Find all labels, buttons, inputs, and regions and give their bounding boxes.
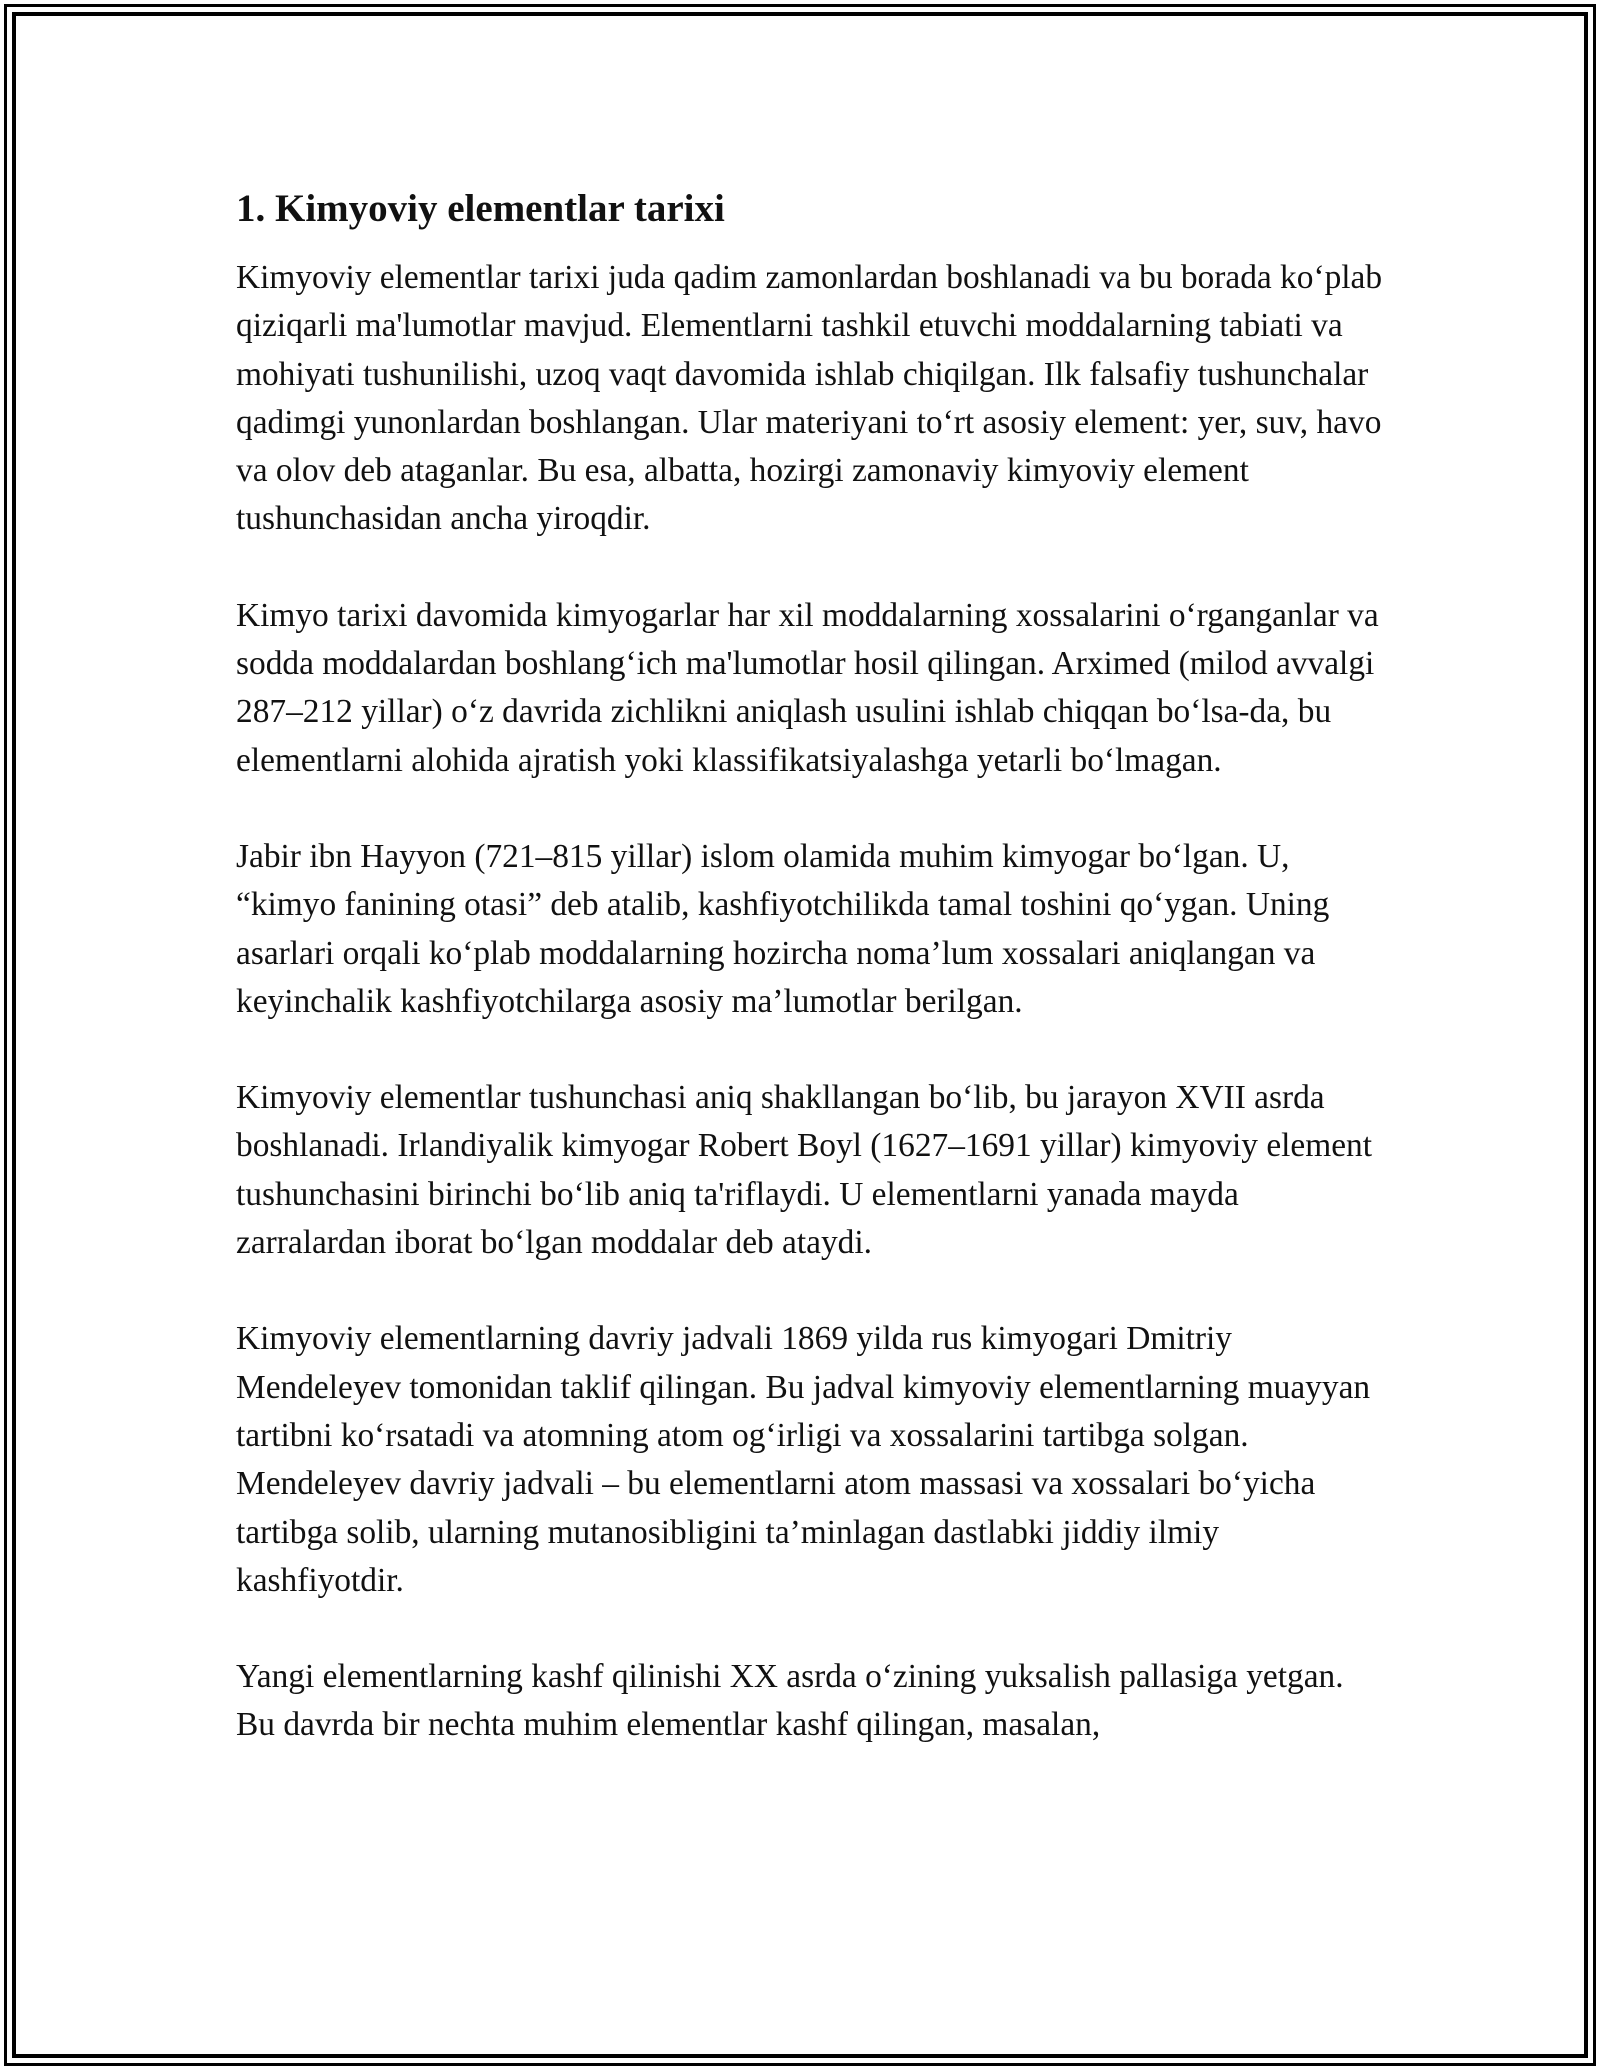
paragraph-5: Kimyoviy elementlarning davriy jadvali 1869 yilda rus kimyogari Dmitriy Mendeleyev tomonidan taklif qilingan. Bu jadval kimyoviy elementlarning muayyan tartibni ko‘rsatadi va atomning atom og‘irligi va xossalarini tartibga solgan. Mendeleyev davriy jadvali – bu elementlarni atom massasi va xossalari bo‘yicha tartibga solib, ularning mutanosibligini ta’minlagan dastlabki jiddiy ilmiy kashfiyotdir.	[236, 1320, 1371, 1599]
paragraph-4: Kimyoviy elementlar tushunchasi aniq shakllangan bo‘lib, bu jarayon XVII asrda boshlanadi. Irlandiyalik kimyogar Robert Boyl (1627–1691 yillar) kimyoviy element tushunchasini birinchi bo‘lib aniq ta'riflaydi. U elementlarni yanada mayda zarralardan iborat bo‘lgan moddalar deb ataydi.	[236, 1079, 1372, 1262]
document-body	[236, 185, 1386, 1798]
paragraph-2: Kimyo tarixi davomida kimyogarlar har xil moddalarning xossalarini o‘rganganlar va sodda moddalardan boshlang‘ich ma'lumotlar hosil qilingan. Arximed (milod avvalgi 287–212 yillar) o‘z davrida zichlikni aniqlash usulini ishlab chiqqan bo‘lsa-da, bu elementlarni alohida ajratish yoki klassifikatsiyalashga yetarli bo‘lmagan.	[236, 596, 1379, 779]
section-heading: 1. Kimyoviy elementlar tarixi	[236, 187, 725, 230]
paragraph-6: Yangi elementlarning kashf qilinishi XX asrda o‘zining yuksalish pallasiga yetgan. Bu davrda bir nechta muhim elementlar kashf qilingan, masalan,	[236, 1658, 1344, 1744]
paragraph-3: Jabir ibn Hayyon (721–815 yillar) islom olamida muhim kimyogar bo‘lgan. U, “kimyo fanining otasi” deb atalib, kashfiyotchilikda tamal toshini qo‘ygan. Uning asarlari orqali ko‘plab moddalarning hozircha noma’lum xossalari aniqlangan va keyinchalik kashfiyotchilarga asosiy ma’lumotlar berilgan.	[236, 837, 1330, 1020]
paragraph-1: Kimyoviy elementlar tarixi juda qadim zamonlardan boshlanadi va bu borada ko‘plab qiziqarli ma'lumotlar mavjud. Elementlarni tashkil etuvchi moddalarning tabiati va mohiyati tushunilishi, uzoq vaqt davomida ishlab chiqilgan. Ilk falsafiy tushunchalar qadimgi yunonlardan boshlangan. Ular materiyani to‘rt asosiy element: yer, suv, havo va olov deb ataganlar. Bu esa, albatta, hozirgi zamonaviy kimyoviy element tushunchasidan ancha yiroqdir.	[236, 259, 1383, 538]
